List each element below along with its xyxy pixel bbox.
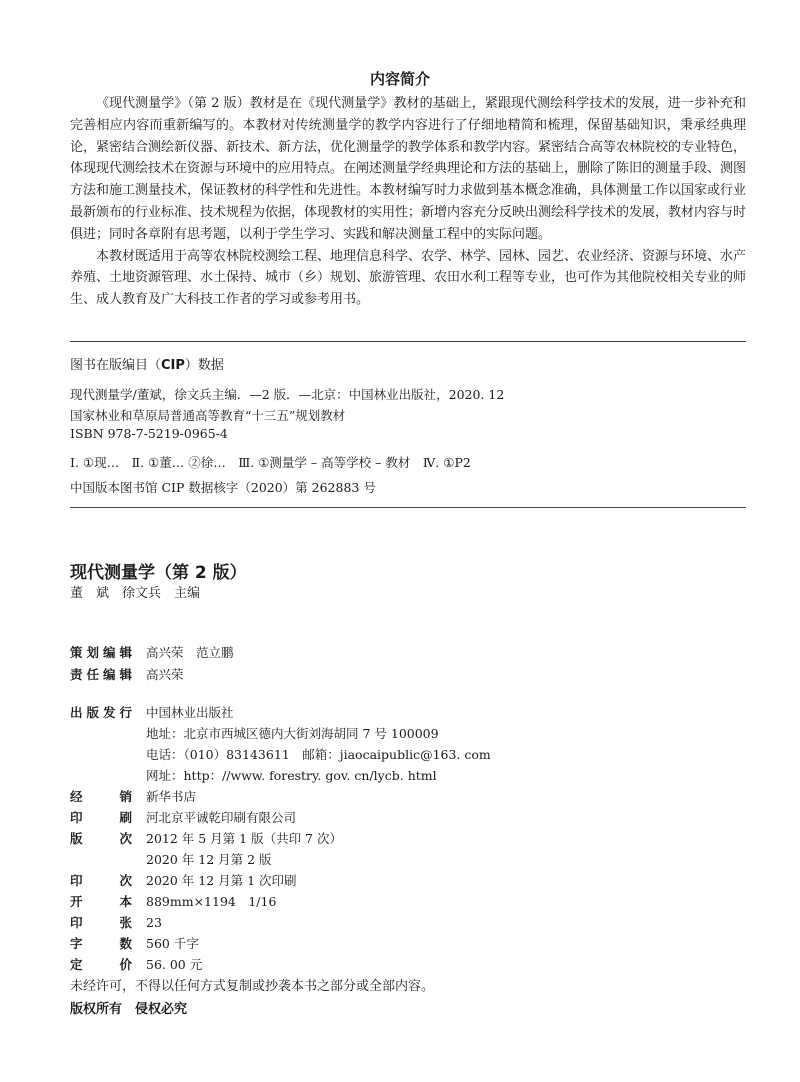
edition-second: 2020 年 12 月第 2 版 (146, 852, 272, 867)
cip-title (70, 354, 224, 373)
distributor-row (70, 787, 196, 805)
cip-classification: Ⅰ. ①现… Ⅱ. ①董… ②徐… Ⅲ. ①测量学 – 高等学校 – 教材 Ⅳ. ①P2 (70, 455, 471, 470)
printer-row (70, 808, 296, 826)
wordcount-row (70, 934, 199, 952)
sheets-value: 23 (146, 915, 162, 930)
responsible-editor-value: 高兴荣 (146, 667, 184, 682)
publisher-website: 网址：http：//www. forestry. gov. cn/lycb. html (146, 768, 437, 783)
responsible-editor-label: 责任编辑 (70, 667, 132, 682)
sheets-label: 印张 (70, 915, 132, 930)
price-row (70, 955, 202, 973)
intro-body (70, 93, 746, 311)
cip-title-bold: CIP (161, 358, 185, 373)
editor-label: 策划编辑 (70, 645, 132, 660)
divider-bottom (70, 507, 746, 508)
format-label: 开本 (70, 894, 132, 909)
distributor-value: 新华书店 (146, 789, 197, 804)
edition-row (70, 829, 342, 847)
responsible-editor-row (70, 665, 184, 683)
cip-isbn: ISBN 978-7-5219-0965-4 (70, 426, 228, 441)
wordcount-value: 560 千字 (146, 936, 199, 951)
sheets-row (70, 913, 162, 931)
intro-title: 内容简介 (369, 70, 430, 88)
edition-value: 2012 年 5 月第 1 版（共印 7 次） (146, 831, 342, 846)
publisher-row (70, 703, 234, 721)
cip-title-suffix: ）数据 (184, 358, 224, 373)
edition-label: 版次 (70, 831, 132, 846)
editor-row (70, 643, 234, 661)
divider-top (70, 341, 746, 342)
copy-notice: 未经许可，不得以任何方式复制或抄袭本书之部分或全部内容。 (70, 979, 435, 994)
price-value: 56. 00 元 (146, 957, 203, 972)
printing-label: 印次 (70, 873, 132, 888)
rights-reserved: 版权所有 侵权必究 (70, 1002, 188, 1017)
book-authors: 董 斌 徐文兵 主编 (70, 586, 201, 601)
printing-row (70, 871, 297, 889)
cip-title-prefix: 图书在版编目（ (70, 358, 162, 373)
cip-line-2: 国家林业和草原局普通高等教育“十三五”规划教材 (70, 408, 346, 423)
publisher-name: 中国林业出版社 (146, 705, 234, 720)
publisher-contact: 电话：（010）83143611 邮箱：jiaocaipublic@163. com (146, 747, 491, 762)
intro-paragraph-1: 《现代测量学》（第 2 版）教材是在《现代测量学》教材的基础上，紧跟现代测绘科学技术的发展，进一步补充和完善相应内容而重新编写的。本教材对传统测量学的教学内容进行了仔细地精简和梳理，保留基础知识，秉承经典理论，紧密结合测绘新仪器、新技术、新方法，优化测量学的教学体系和教学内容。紧密结合高等农林院校的专业特色，体现现代测绘技术在资源与环境中的应用特点。在阐述测量学经典理论和方法的基础上，删除了陈旧的测量手段、测图方法和施工测量技术，保证教材的科学性和先进性。本教材编写时力求做到基本概念准确，具体测量工作以国家或行业最新颁布的行业标准、技术规程为依据，体现教材的实用性；新增内容充分反映出测绘科学技术的发展，教材内容与时俱进；同时各章附有思考题，以利于学生学习、实践和解决测量工程中的实际问题。 (70, 96, 747, 242)
printer-label: 印刷 (70, 810, 132, 825)
price-label: 定价 (70, 957, 132, 972)
cip-line-1: 现代测量学/董斌，徐文兵主编．—2 版．—北京：中国林业出版社，2020. 12 (70, 387, 505, 402)
printer-value: 河北京平诚乾印刷有限公司 (146, 810, 297, 825)
distributor-label: 经销 (70, 789, 132, 804)
publisher-address: 地址：北京市西城区德内大街刘海胡同 7 号 100009 (146, 726, 439, 741)
wordcount-label: 字数 (70, 936, 132, 951)
format-row (70, 892, 276, 910)
intro-paragraph-2: 本教材既适用于高等农林院校测绘工程、地理信息科学、农学、林学、园林、园艺、农业经济、资源与环境、水产养殖、土地资源管理、水土保持、城市（乡）规划、旅游管理、农田水利工程等专业，也可作为其他院校相关专业的师生、成人教育及广大科技工作者的学习或参考用书。 (70, 248, 747, 308)
book-title: 现代测量学（第 2 版） (70, 563, 247, 583)
printing-value: 2020 年 12 月第 1 次印刷 (146, 873, 297, 888)
editor-value: 高兴荣 范立鹏 (146, 645, 234, 660)
format-value: 889mm×1194 1/16 (146, 894, 277, 909)
publisher-label: 出版发行 (70, 705, 132, 720)
cip-record-number: 中国版本图书馆 CIP 数据核字（2020）第 262883 号 (70, 480, 376, 495)
